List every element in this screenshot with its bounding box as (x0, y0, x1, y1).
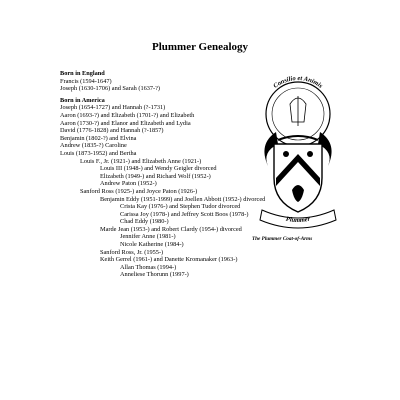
section-heading: Born in America (60, 96, 105, 104)
genealogy-entry: Keith Gerrel (1961-) and Danette Kromanaker (1963-) (100, 256, 238, 264)
genealogy-list (60, 70, 280, 279)
page-title: Plummer Genealogy (151, 41, 249, 53)
genealogy-entry: Benjamin Eddy (1951-1999) and Joellen Abbott (1952-) divorced (100, 195, 266, 203)
genealogy-entry: Aaron (1730-?) and Elanor and Elizabeth and Lydia (60, 119, 191, 127)
genealogy-entry: Chad Eddy (1980-) (120, 218, 169, 226)
genealogy-entry: Sanford Ross (1925-) and Joyce Paton (1926-) (80, 187, 198, 195)
section-heading: Born in England (60, 70, 105, 77)
genealogy-entry: Louis (1873-1952) and Bertha (60, 149, 137, 157)
genealogy-entry: Anneliese Thorunn (1997-) (120, 271, 189, 279)
genealogy-entry: Joseph (1654-1727) and Hannah (?-1731) (60, 104, 166, 112)
genealogy-entry: Crista Kay (1976-) and Stephen Tudor divorced (120, 203, 241, 211)
genealogy-entry: Allan Thomas (1994-) (120, 263, 177, 271)
genealogy-entry: Marde Jean (1953-) and Robert Clardy (1954-) divorced (100, 225, 242, 233)
svg-text:Plummer: Plummer (285, 215, 311, 225)
svg-text:Consilio et Animis: Consilio et Animis (272, 74, 324, 90)
genealogy-entry: Andrew (1835-?) Caroline (60, 142, 127, 150)
crest-caption: The Plummer Coat-of-Arms (252, 236, 313, 242)
genealogy-entry: Elizabeth (1949-) and Richard Wolf (1952-) (100, 172, 211, 180)
genealogy-entry: Louis F., Jr. (1921-) and Elizabeth Anne (1921-) (80, 157, 202, 165)
genealogy-entry: Joseph (1630-1706) and Sarah (1637-?) (60, 85, 161, 93)
genealogy-entry: David (1776-1828) and Hannah (?-1857) (60, 127, 164, 135)
genealogy-entry: Francis (1594-1647) (60, 77, 112, 85)
genealogy-entry: Andrew Paton (1952-) (100, 180, 157, 188)
genealogy-entry: Sanford Ross, Jr. (1955-) (100, 248, 164, 256)
coat-of-arms-icon (248, 74, 348, 236)
genealogy-entry: Louis III (1948-) and Wendy Geigler divorced (100, 165, 217, 173)
genealogy-entry: Carissa Joy (1978-) and Jeffrey Scott Boos (1978-) (120, 210, 249, 218)
genealogy-entry: Benjamin (1802-?) and Elvina (60, 134, 137, 142)
genealogy-entry: Aaron (1693-?) and Elizabeth (1701-?) and Elizabeth (60, 111, 195, 119)
genealogy-entry: Jennifer Anne (1981-) (120, 233, 176, 241)
genealogy-entry: Nicole Katherine (1984-) (120, 241, 184, 249)
